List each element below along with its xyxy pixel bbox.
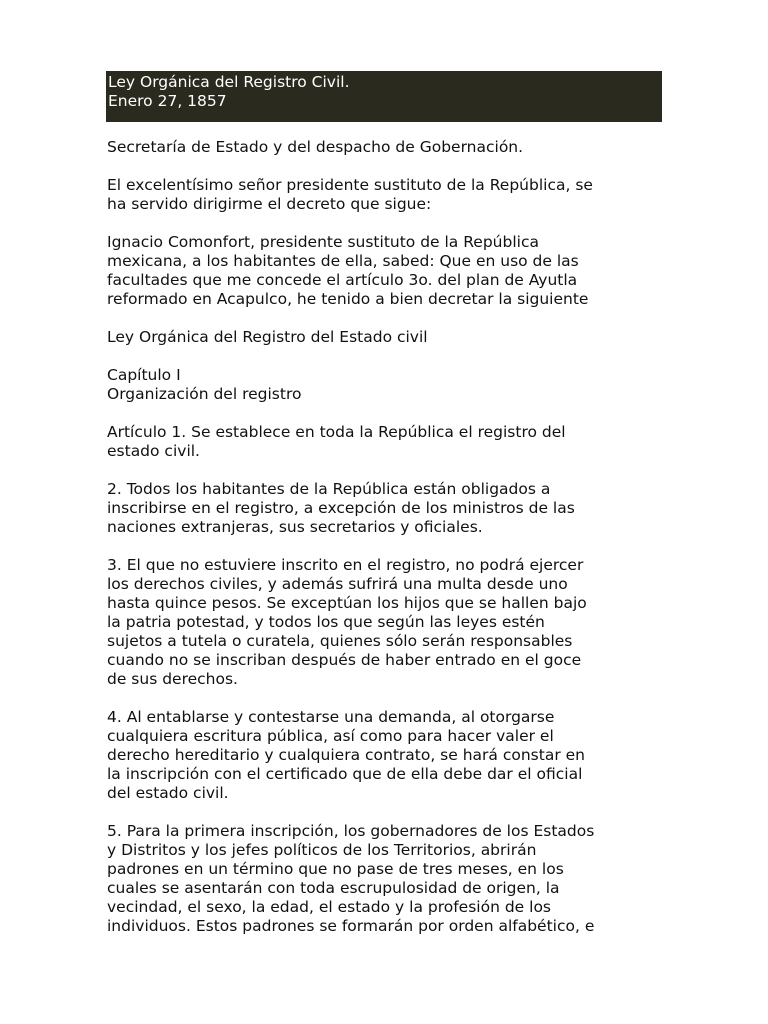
paragraph-line: facultades que me concede el artículo 3o. del plan de Ayutla [107,271,578,289]
paragraph-line: 5. Para la primera inscripción, los gobernadores de los Estados [107,822,595,840]
paragraph-line: Ley Orgánica del Registro del Estado civil [107,328,428,346]
paragraph-line: Capítulo I [107,366,181,384]
paragraph-line: 4. Al entablarse y contestarse una demanda, al otorgarse [107,708,555,726]
paragraph-line: de sus derechos. [107,670,238,688]
paragraph-line: reformado en Acapulco, he tenido a bien decretar la siguiente [107,290,589,308]
paragraph-line: Ignacio Comonfort, presidente sustituto de la República [107,233,539,251]
title-line-1: Ley Orgánica del Registro Civil. [108,73,350,91]
paragraph-line: la inscripción con el certificado que de ella debe dar el oficial [107,765,583,783]
paragraph-line: cuales se asentarán con toda escrupulosidad de origen, la [107,879,560,897]
paragraph-line: cualquiera escritura pública, así como para hacer valer el [107,727,554,745]
paragraph-line: Artículo 1. Se establece en toda la República el registro del [107,423,566,441]
paragraph-line: El excelentísimo señor presidente sustituto de la República, se [107,176,593,194]
paragraph [107,366,667,404]
paragraph-line: vecindad, el sexo, la edad, el estado y la profesión de los [107,898,551,916]
paragraph [107,138,667,157]
paragraph-line: padrones en un término que no pase de tres meses, en los [107,860,564,878]
paragraph-line: naciones extranjeras, sus secretarios y oficiales. [107,518,483,536]
paragraph-line: 2. Todos los habitantes de la República están obligados a [107,480,551,498]
paragraph [107,233,667,309]
paragraph-line: del estado civil. [107,784,229,802]
paragraph-line: ha servido dirigirme el decreto que sigue: [107,195,432,213]
paragraph-line: Secretaría de Estado y del despacho de Gobernación. [107,138,524,156]
paragraph-line: individuos. Estos padrones se formarán por orden alfabético, e [107,917,595,935]
paragraph-line: inscribirse en el registro, a excepción de los ministros de las [107,499,575,517]
paragraph-line: mexicana, a los habitantes de ella, sabed: Que en uso de las [107,252,579,270]
paragraph-line: los derechos civiles, y además sufrirá una multa desde uno [107,575,568,593]
paragraph-line: 3. El que no estuviere inscrito en el registro, no podrá ejercer [107,556,584,574]
paragraph [107,480,667,537]
paragraph [107,328,667,347]
paragraph-line: y Distritos y los jefes políticos de los Territorios, abrirán [107,841,537,859]
document-body [107,138,667,955]
paragraph-line: la patria potestad, y todos los que según las leyes estén [107,613,545,631]
paragraph [107,708,667,803]
paragraph-line: sujetos a tutela o curatela, quienes sólo serán responsables [107,632,573,650]
paragraph [107,822,667,936]
paragraph [107,176,667,214]
paragraph-line: derecho hereditario y cualquiera contrato, se hará constar en [107,746,585,764]
title-banner [106,71,662,122]
paragraph-line: hasta quince pesos. Se exceptúan los hijos que se hallen bajo [107,594,587,612]
paragraph-line: estado civil. [107,442,200,460]
paragraph-line: cuando no se inscriban después de haber entrado en el goce [107,651,582,669]
paragraph [107,423,667,461]
paragraph-line: Organización del registro [107,385,302,403]
title-line-2: Enero 27, 1857 [108,92,227,110]
paragraph [107,556,667,689]
